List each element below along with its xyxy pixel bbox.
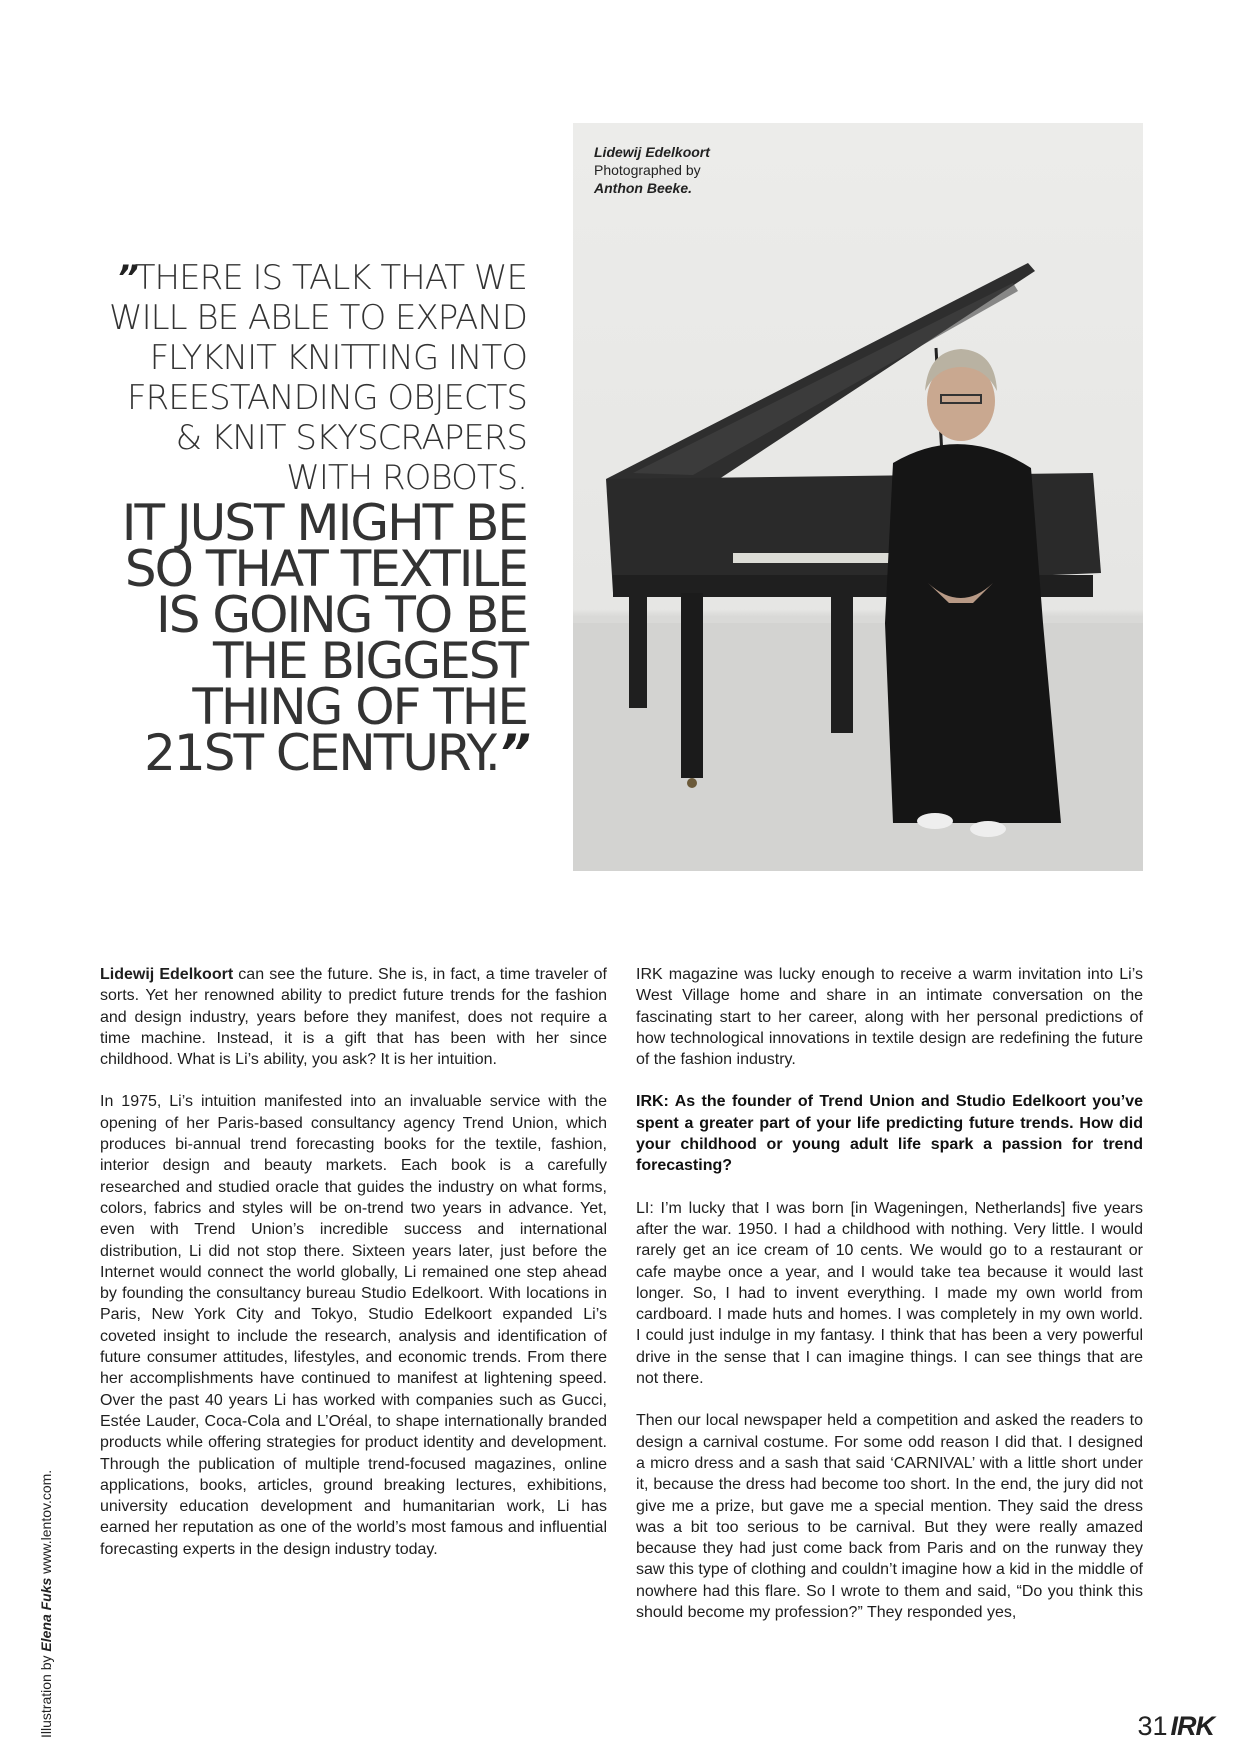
quote-line: WILL BE ABLE TO EXPAND xyxy=(109,298,527,338)
quote-line: IT JUST MIGHT BE xyxy=(121,494,527,552)
article-column-right xyxy=(636,964,1143,1644)
quote-line: & KNIT SKYSCRAPERS xyxy=(175,418,527,458)
close-quote-mark: ” xyxy=(498,724,527,782)
interview-answer: Then our local newspaper held a competition and asked the readers to design a carnival costume. For some odd reason I did that. I designed a micro dress and a sash that said ‘CARNIVAL’ with a little short under it, because the dress had become too short. In the end, the jury did not give me a prize, but gave me a special mention. They said the dress was a bit too serious to be carnival. But they were really amazed because they had just come back from Paris and on the runway they saw this type of clothing and couldn’t imagine how a kid in the middle of nowhere had this flare. So I wrote to them and said, “Do you think this should become my profession?” They responded yes, xyxy=(636,1412,1143,1622)
quote-line: FREESTANDING OBJECTS xyxy=(127,378,527,418)
pull-quote xyxy=(80,258,527,782)
quote-line: THERE IS TALK THAT WE xyxy=(134,258,527,298)
interview-answer: LI: I’m lucky that I was born [in Wageningen, Netherlands] five years after the war. 1950. I had a childhood with nothing. Very little. I would rarely get an ice cream of 10 cents. We would go to a restaurant or cafe maybe once a year, and I would take tea because it would last longer. So, I had to invent everything. I made my own world from cardboard. I made huts and homes. I was completely in my own world. I could just indulge in my fantasy. I think that has been a very powerful drive in the sense that I can imagine things. I can see things that are not there. xyxy=(636,1199,1143,1388)
paragraph: IRK magazine was lucky enough to receive a warm invitation into Li’s West Village home and share in an intimate conversation on the fascinating start to her career, along with her personal predictions of how technological innovations in textile design are redefining the future of the fashion industry. xyxy=(636,966,1143,1069)
paragraph: In 1975, Li’s intuition manifested into an invaluable service with the opening of her Paris-based consultancy agency Trend Union, which produces bi-annual trend forecasting books for the textile, fashion, interior design and beauty markets. Each book is a carefully researched and studied oracle that guides the industry on what forms, colors, fabrics and styles will be on-trend two years in advance. Yet, even with Trend Union’s incredible success and international distribution, Li did not stop there. Sixteen years later, just before the Internet would connect the world globally, Li remained one step ahead by founding the consultancy bureau Studio Edelkoort. With locations in Paris, New York City and Tokyo, Studio Edelkoort expanded Li’s coveted insight to include the research, analysis and identification of future consumer attitudes, lifestyles, and economic trends. From there her accomplishments have continued to manifest at lightening speed. Over the past 40 years Li has worked with companies such as Gucci, Estée Lauder, Coca-Cola and L’Oréal, to shape internationally branded products while offering strategies for product identity and development. Through the publication of multiple trend-focused magazines, online applications, books, articles, ground breaking lectures, exhibitions, university education development and humanitarian work, Li has earned her reputation as one of the world’s most famous and influential forecasting experts in the design industry today. xyxy=(100,1093,607,1558)
pull-quote-large xyxy=(80,494,527,782)
caption-photographer: Anthon Beeke. xyxy=(594,180,693,196)
quote-line: THE BIGGEST xyxy=(212,632,527,690)
paragraph xyxy=(100,964,607,1070)
page-folio xyxy=(1137,1711,1214,1742)
quote-line: 21ST CENTURY. xyxy=(144,724,499,782)
credit-name: Elena Fuks xyxy=(38,1577,54,1652)
pull-quote-light xyxy=(80,258,527,498)
open-quote-mark: ” xyxy=(116,258,135,298)
quote-line: IS GOING TO BE xyxy=(156,586,527,644)
portrait-photo xyxy=(573,123,1143,871)
caption-name: Lidewij Edelkoort xyxy=(594,144,710,160)
caption-by: Photographed by xyxy=(594,162,701,178)
credit-prefix: Illustration by xyxy=(38,1651,54,1738)
irk-logo: IRK xyxy=(1170,1711,1214,1741)
credit-url: www.lentov.com. xyxy=(38,1469,54,1578)
quote-line: THING OF THE xyxy=(192,678,527,736)
quote-line: SO THAT TEXTILE xyxy=(124,540,527,598)
piano-portrait-illustration xyxy=(573,123,1143,871)
paragraph-text: can see the future. She is, in fact, a time traveler of sorts. Yet her renowned ability to predict future trends for the fashion and design industry, years before they manifest, does not require a time machine. Instead, it is a gift that has been with her since childhood. What is Li’s ability, you ask? It is her intuition. xyxy=(100,966,607,1069)
page-number: 31 xyxy=(1137,1711,1168,1741)
article-column-left xyxy=(100,964,607,1581)
quote-line: WITH ROBOTS. xyxy=(286,458,527,498)
interview-question: IRK: As the founder of Trend Union and Studio Edelkoort you’ve spent a greater part of your life predicting future trends. How did your childhood or young adult life spark a passion for trend forecasting? xyxy=(636,1093,1143,1175)
photo-caption xyxy=(594,143,710,197)
illustration-credit xyxy=(38,1470,54,1738)
quote-line: FLYKNIT KNITTING INTO xyxy=(149,338,527,378)
lead-name: Lidewij Edelkoort xyxy=(100,966,234,983)
